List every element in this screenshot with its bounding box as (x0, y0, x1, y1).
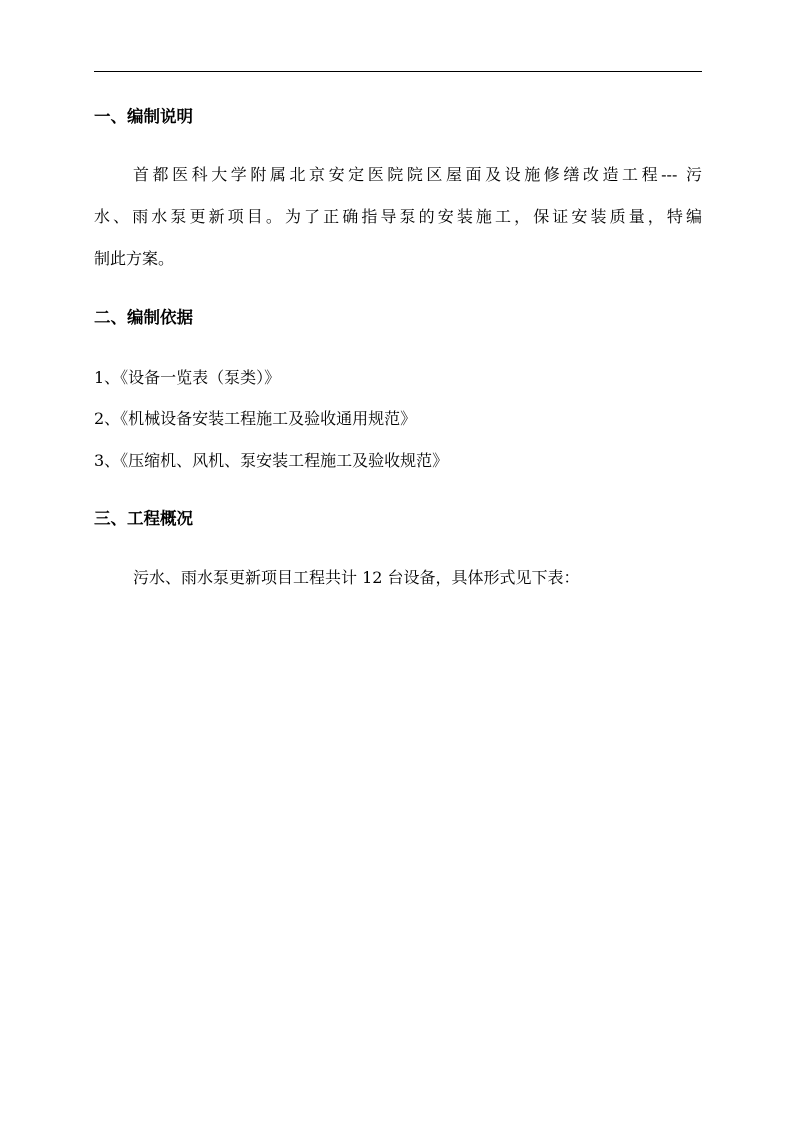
section1-line-2 (94, 206, 702, 228)
section1-line-2-text: 水、雨水泵更新项目。为了正确指导泵的安装施工，保证安装质量，特编 (94, 207, 702, 226)
section1-line-3: 制此方案。 (94, 249, 175, 268)
section-heading-project-overview: 三、工程概况 (94, 509, 193, 528)
section1-line-1-text: 首都医科大学附属北京安定医院院区屋面及设施修缮改造工程--- 污 (133, 165, 702, 184)
header-rule (94, 71, 702, 72)
section1-line-1 (133, 164, 702, 186)
section-heading-compilation-notes: 一、编制说明 (94, 107, 193, 126)
basis-item-3: 3、《压缩机、风机、泵安装工程施工及验收规范》 (94, 451, 449, 470)
section-heading-compilation-basis: 二、编制依据 (94, 308, 193, 327)
basis-item-1: 1、《设备一览表（泵类）》 (94, 368, 281, 387)
project-overview-text: 污水、雨水泵更新项目工程共计 12 台设备，具体形式见下表： (133, 568, 580, 587)
basis-item-2: 2、《机械设备安装工程施工及验收通用规范》 (94, 409, 417, 428)
